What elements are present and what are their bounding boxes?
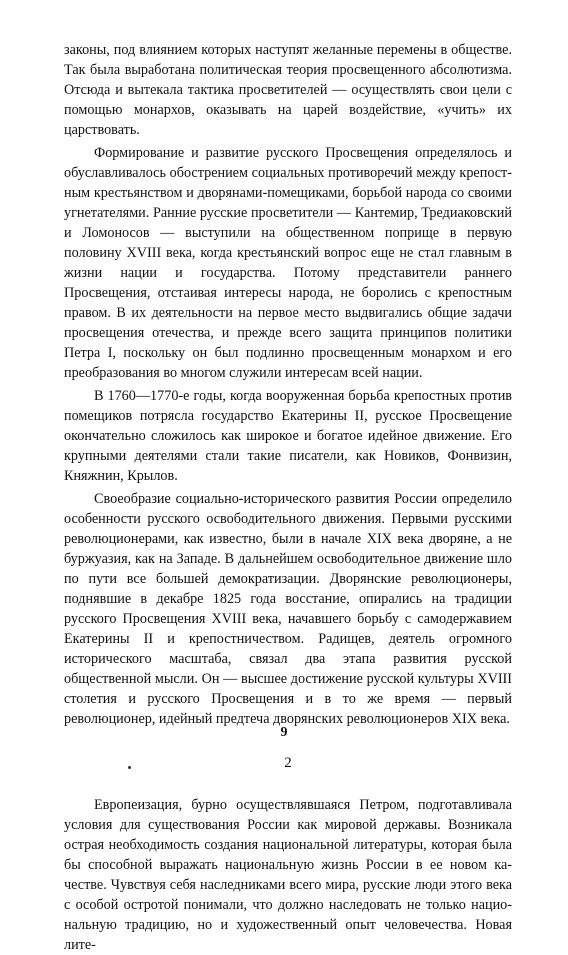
section-number: 2 bbox=[284, 755, 292, 771]
paragraph-5: Европеизация, бурно осуществлявшаяся Петром, подготавливала условия для существования России как мировой державы. Возникала острая необходимость создания национальной литературы, которая была бы способной выражать национальную жизнь России в ее новом качестве. Чувствуя себя наследниками всего мира, русские люди этого века с особой остротой понимали, что должно наследовать не только национальную традицию, но и художественный опыт человечества. Новая лите- bbox=[64, 797, 512, 953]
paragraph-4: Своеобразие социально-исторического развития России определило особенности русского освободительного движения. Первыми русскими революционерами, как известно, были в начале XIX века дворяне, а не буржуазия, как на Западе. В дальнейшем освободительное движение шло по пути все большей демократизации. Дворянские революционеры, поднявшие в декабре 1825 года восстание, опирались на традиции русского Просвещения XVIII века, начавшего борьбу с самодержавием Екатерины II и крепостничеством. Радищев, деятель огромного исторического масштаба, связал два этапа развития русской общественной мысли. Он — высшее достижение русской культуры XVIII столетия и русского Просвещения и в то же время — первый революционер, идейный предтеча дворянских революционеров XIX века. bbox=[64, 491, 512, 727]
page-number: 9 bbox=[280, 725, 288, 740]
paragraph-3: В 1760—1770-е годы, когда вооруженная борьба крепостных против помещиков потрясла государство Екатерины II, русское Просвещение окончательно сложилось как широкое и богатое идейное движение. Его крупными деятелями стали такие писатели, как Новиков, Фонвизин, Княжнин, Крылов. bbox=[64, 388, 512, 484]
page-body bbox=[64, 40, 512, 955]
scan-speck bbox=[128, 766, 131, 769]
paragraph-1: законы, под влиянием которых наступят желанные перемены в обществе. Так была выработана политическая теория просвещенного абсолютизма. Отсюда и вытекала тактика просветителей — осуществлять свои цели с помощью монархов, оказывать на царей воздействие, «учить» их царствовать. bbox=[64, 42, 512, 138]
paragraph-2: Формирование и развитие русского Просвещения определялось и обуславливалось обострением социальных противоречий между крепостным крестьянством и дворянами-помещиками, борьбой народа со своими угнетателями. Ранние русские просветители — Кантемир, Тредиаковский и Ломоносов — выступили на общественном поприще в первую половину XVIII века, когда крестьянский вопрос еще не стал главным в жизни нации и государства. Потому представители раннего Просвещения, отстаивая интересы народа, не боролись с крепостным правом. В их деятельности на первое место выдвигались общие задачи просвещения отечества, и прежде всего защита принципов политики Петра I, поскольку он был подлинно просвещенным монархом и его преобразования во многом служили интересам всей нации. bbox=[64, 145, 512, 381]
